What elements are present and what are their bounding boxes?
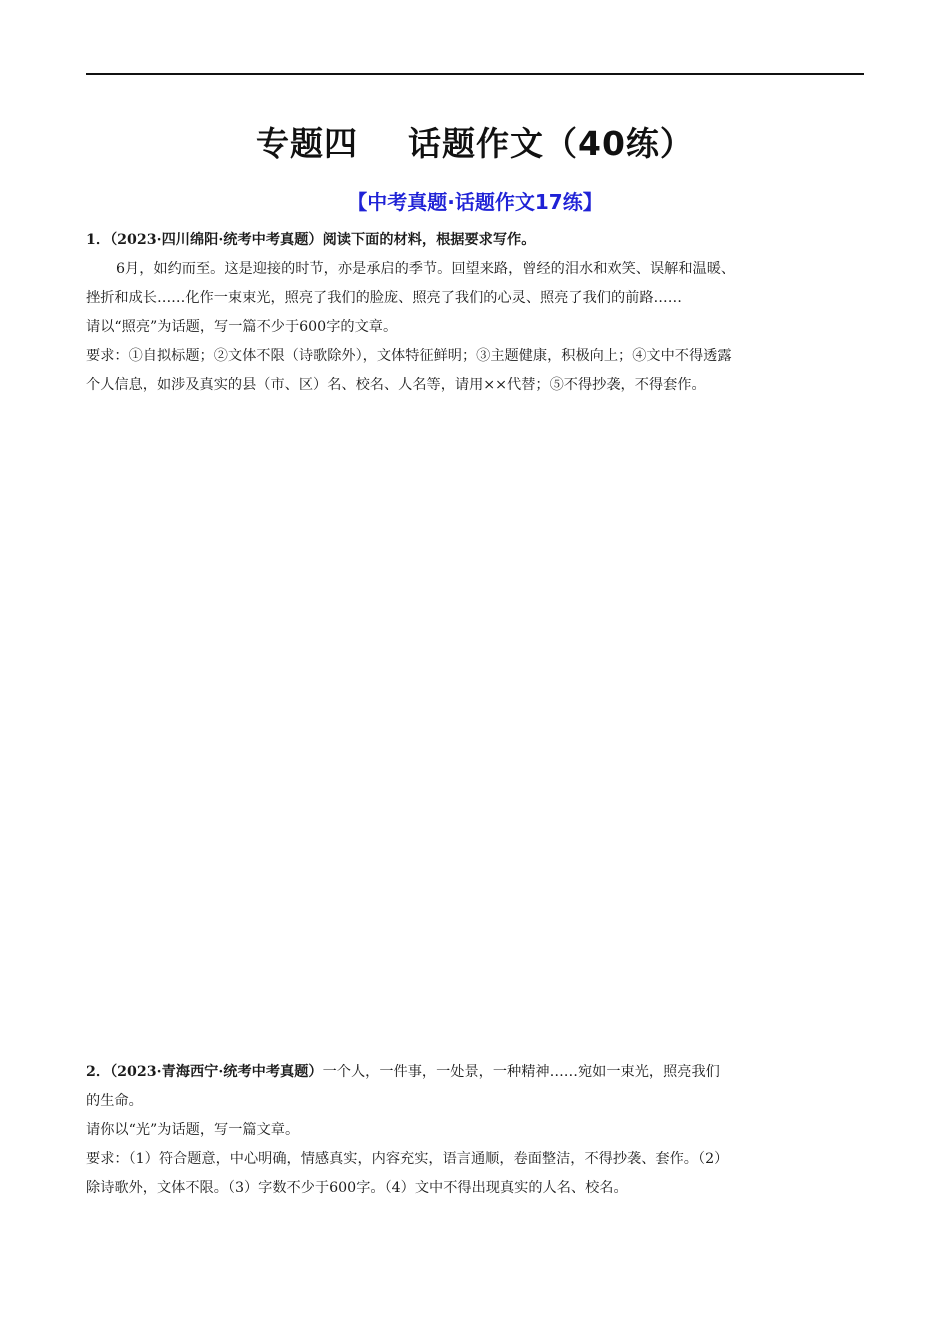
- question-header: [86, 1058, 858, 1087]
- question-number: 1．: [86, 232, 111, 248]
- requirements-line: 个人信息，如涉及真实的县（市、区）名、校名、人名等，请用××代替；⑤不得抄袭，不得套作。: [86, 377, 706, 393]
- material-line: 挫折和成长……化作一束束光，照亮了我们的脸庞、照亮了我们的心灵、照亮了我们的前路……: [86, 290, 682, 306]
- question-source: （2023·四川绵阳·统考中考真题）: [110, 232, 323, 248]
- material-line: 的生命。: [86, 1093, 143, 1109]
- material-line: 6月，如约而至。这是迎接的时节，亦是承启的季节。回望来路，曾经的泪水和欢笑、误解和温暖、: [116, 261, 736, 277]
- question-header: [86, 226, 858, 255]
- writing-prompt: 请你以“光”为话题，写一篇文章。: [86, 1122, 300, 1138]
- page-title: 专题四 话题作文（40练）: [256, 124, 694, 163]
- question-1: [86, 226, 858, 400]
- material-text: 一个人，一件事，一处景，一种精神……宛如一束光，照亮我们: [322, 1064, 720, 1080]
- writing-prompt: 请以“照亮”为话题，写一篇不少于600字的文章。: [86, 319, 398, 335]
- question-number: 2．: [86, 1064, 111, 1080]
- question-instruction: 阅读下面的材料，根据要求写作。: [322, 232, 536, 248]
- requirements-line: 除诗歌外，文体不限。（3）字数不少于600字。（4）文中不得出现真实的人名、校名。: [86, 1180, 628, 1196]
- question-2: [86, 1058, 858, 1203]
- question-source: （2023·青海西宁·统考中考真题）: [110, 1064, 323, 1080]
- header-rule: [86, 73, 864, 75]
- requirements-line: 要求：（1）符合题意，中心明确，情感真实，内容充实，语言通顺，卷面整洁，不得抄袭、套作。（2）: [86, 1151, 729, 1167]
- section-heading: 【中考真题·话题作文17练】: [347, 190, 603, 214]
- requirements-line: 要求：①自拟标题；②文体不限（诗歌除外），文体特征鲜明；③主题健康，积极向上；④文中不得透露: [86, 348, 732, 364]
